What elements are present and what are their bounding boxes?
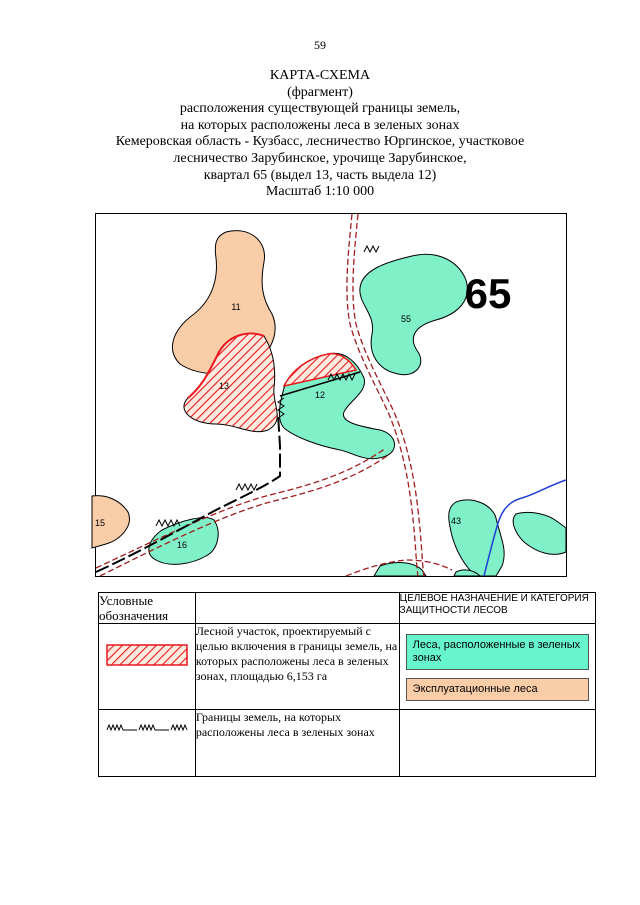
title-line: квартал 65 (выдел 13, часть выдела 12) (203, 167, 437, 183)
legend-symbol-hatch (99, 624, 196, 710)
legend-header-empty (195, 593, 399, 624)
legend-header-purpose: ЦЕЛЕВОЕ НАЗНАЧЕНИЕ И КАТЕГОРИЯ ЗАЩИТНОСТИ ЛЕСОВ (399, 593, 595, 624)
boundary-symbol-icon (107, 722, 187, 732)
scale-text: Масштаб 1:10 000 (265, 184, 375, 200)
title-line: Кемеровская область - Кузбасс, лесничество Юргинское, участковое (115, 134, 525, 150)
legend-table (98, 592, 596, 777)
map-title (0, 68, 640, 201)
plot-label-15: 15 (94, 518, 106, 528)
plot-label-55: 55 (400, 314, 412, 324)
quarter-number: 65 (464, 270, 512, 317)
title-line: расположения существующей границы земель, (179, 101, 461, 117)
hatch-swatch-icon (106, 644, 188, 666)
legend-project-plot-text: Лесной участок, проектируемый с целью включения в границы земель, на которых расположены леса в зеленых зонах, площадью 6,153 га (195, 624, 399, 710)
forest-plot-55[interactable] (360, 254, 468, 374)
legend-swatches (399, 624, 595, 710)
plot-label-11: 11 (231, 302, 241, 312)
page-number: 59 (314, 38, 326, 52)
plot-label-43: 43 (450, 516, 462, 526)
legend-header-symbols: Условные обозначения (99, 593, 196, 624)
title-line: на которых расположены леса в зеленых зонах (180, 117, 460, 133)
plot-label-12: 12 (314, 390, 326, 400)
map-canvas (96, 214, 566, 576)
legend-boundary-text: Границы земель, на которых расположены леса в зеленых зонах (195, 710, 399, 777)
forest-plot-43[interactable] (449, 500, 504, 576)
legend-empty-cell (399, 710, 595, 777)
forest-plot-43-tail (513, 512, 566, 554)
plot-label-13: 13 (218, 381, 230, 391)
title-line: (фрагмент) (287, 84, 353, 100)
swatch-green-zone: Леса, расположенные в зеленых зонах (406, 634, 589, 670)
road-diagonal-2 (100, 454, 390, 576)
title-line: лесничество Зарубинское, урочище Зарубинское, (173, 150, 467, 166)
swatch-exploitation: Эксплуатационные леса (406, 678, 589, 701)
legend-symbol-border (99, 710, 196, 777)
plot-label-16: 16 (176, 540, 188, 550)
map-frame[interactable] (95, 213, 567, 577)
title-line: КАРТА-СХЕМА (269, 68, 371, 83)
